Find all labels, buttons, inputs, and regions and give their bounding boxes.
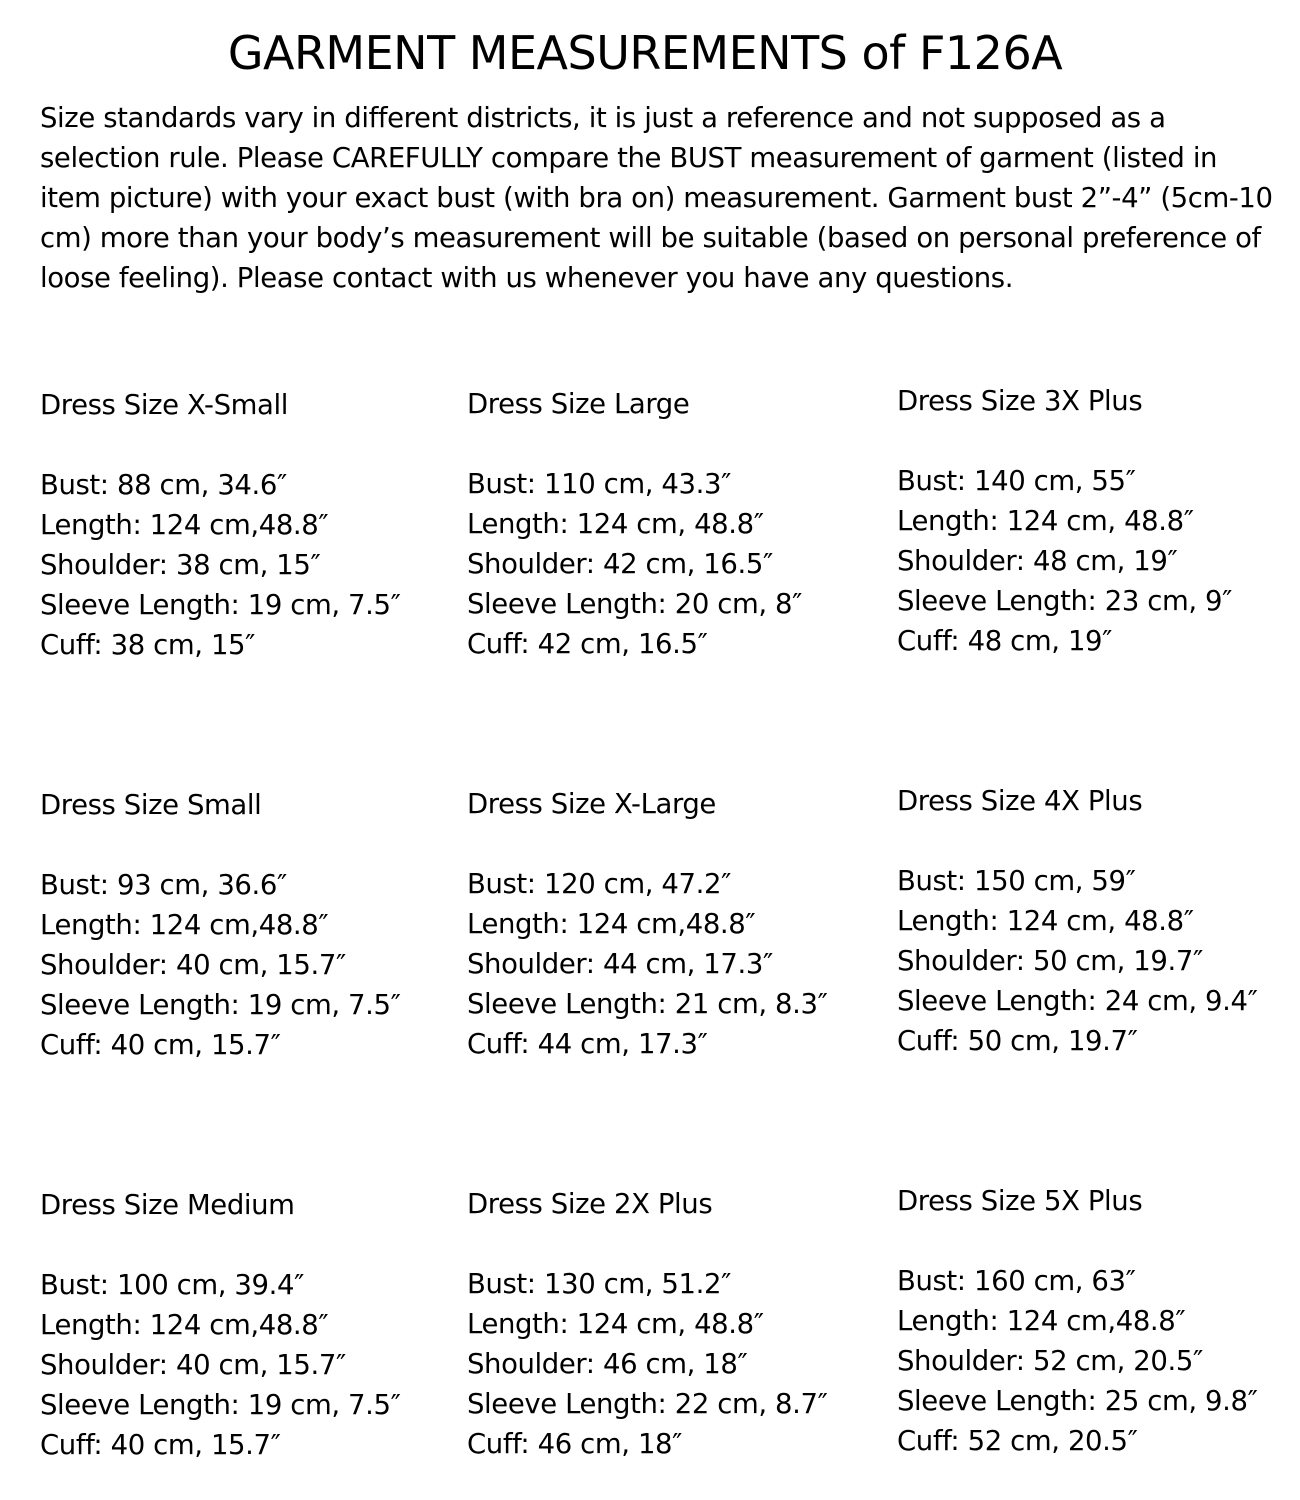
bust-row: Bust: 150 cm, 59″ — [897, 865, 1136, 897]
bust-row: Bust: 100 cm, 39.4″ — [40, 1269, 304, 1301]
size-heading: Dress Size X-Small — [40, 389, 288, 421]
shoulder-row: Shoulder: 42 cm, 16.5″ — [467, 548, 773, 580]
bust-row: Bust: 120 cm, 47.2″ — [467, 868, 731, 900]
shoulder-row: Shoulder: 48 cm, 19″ — [897, 545, 1178, 577]
intro-line: Size standards vary in different districts, it is just a reference and not supposed as a — [40, 102, 1166, 134]
size-heading: Dress Size X-Large — [467, 788, 716, 820]
length-row: Length: 124 cm, 48.8″ — [897, 905, 1194, 937]
length-row: Length: 124 cm,48.8″ — [40, 1309, 329, 1341]
bust-row: Bust: 93 cm, 36.6″ — [40, 869, 287, 901]
cuff-row: Cuff: 48 cm, 19″ — [897, 625, 1113, 657]
shoulder-row: Shoulder: 52 cm, 20.5″ — [897, 1345, 1203, 1377]
size-block-small — [40, 785, 460, 1065]
size-block-2x-plus — [467, 1184, 887, 1464]
size-block-3x-plus — [897, 381, 1300, 661]
sleeve-length-row: Sleeve Length: 23 cm, 9″ — [897, 585, 1233, 617]
sleeve-length-row: Sleeve Length: 21 cm, 8.3″ — [467, 988, 828, 1020]
size-block-5x-plus — [897, 1181, 1300, 1461]
size-heading: Dress Size 4X Plus — [897, 785, 1143, 817]
cuff-row: Cuff: 46 cm, 18″ — [467, 1428, 683, 1460]
bust-row: Bust: 110 cm, 43.3″ — [467, 468, 731, 500]
cuff-row: Cuff: 50 cm, 19.7″ — [897, 1025, 1138, 1057]
cuff-row: Cuff: 38 cm, 15″ — [40, 629, 256, 661]
size-block-medium — [40, 1185, 460, 1465]
size-heading: Dress Size Small — [40, 789, 262, 821]
length-row: Length: 124 cm, 48.8″ — [467, 508, 764, 540]
cuff-row: Cuff: 40 cm, 15.7″ — [40, 1029, 281, 1061]
shoulder-row: Shoulder: 50 cm, 19.7″ — [897, 945, 1203, 977]
intro-line: loose feeling). Please contact with us whenever you have any questions. — [40, 262, 1014, 294]
sleeve-length-row: Sleeve Length: 19 cm, 7.5″ — [40, 1389, 401, 1421]
size-heading: Dress Size 2X Plus — [467, 1188, 713, 1220]
bust-row: Bust: 160 cm, 63″ — [897, 1265, 1136, 1297]
length-row: Length: 124 cm,48.8″ — [40, 509, 329, 541]
size-heading: Dress Size 3X Plus — [897, 385, 1143, 417]
shoulder-row: Shoulder: 40 cm, 15.7″ — [40, 1349, 346, 1381]
length-row: Length: 124 cm,48.8″ — [897, 1305, 1186, 1337]
shoulder-row: Shoulder: 38 cm, 15″ — [40, 549, 321, 581]
shoulder-row: Shoulder: 44 cm, 17.3″ — [467, 948, 773, 980]
size-block-large — [467, 384, 887, 664]
sleeve-length-row: Sleeve Length: 19 cm, 7.5″ — [40, 989, 401, 1021]
intro-line: cm) more than your body’s measurement will be suitable (based on personal preference of — [40, 222, 1261, 254]
intro-line: selection rule. Please CAREFULLY compare the BUST measurement of garment (listed in — [40, 142, 1218, 174]
sleeve-length-row: Sleeve Length: 25 cm, 9.8″ — [897, 1385, 1258, 1417]
size-heading: Dress Size 5X Plus — [897, 1185, 1143, 1217]
size-block-4x-plus — [897, 781, 1300, 1061]
page-title: GARMENT MEASUREMENTS of F126A — [227, 26, 1063, 80]
sleeve-length-row: Sleeve Length: 19 cm, 7.5″ — [40, 589, 401, 621]
size-heading: Dress Size Large — [467, 388, 690, 420]
cuff-row: Cuff: 40 cm, 15.7″ — [40, 1429, 281, 1461]
bust-row: Bust: 140 cm, 55″ — [897, 465, 1136, 497]
sleeve-length-row: Sleeve Length: 20 cm, 8″ — [467, 588, 803, 620]
intro-paragraph — [40, 98, 1275, 298]
cuff-row: Cuff: 52 cm, 20.5″ — [897, 1425, 1138, 1457]
length-row: Length: 124 cm, 48.8″ — [897, 505, 1194, 537]
length-row: Length: 124 cm,48.8″ — [467, 908, 756, 940]
bust-row: Bust: 130 cm, 51.2″ — [467, 1268, 731, 1300]
size-heading: Dress Size Medium — [40, 1189, 295, 1221]
intro-line: item picture) with your exact bust (with bra on) measurement. Garment bust 2”-4” (5cm-10 — [40, 182, 1273, 214]
length-row: Length: 124 cm, 48.8″ — [467, 1308, 764, 1340]
size-block-x-large — [467, 784, 887, 1064]
length-row: Length: 124 cm,48.8″ — [40, 909, 329, 941]
shoulder-row: Shoulder: 40 cm, 15.7″ — [40, 949, 346, 981]
size-block-x-small — [40, 385, 460, 665]
sleeve-length-row: Sleeve Length: 24 cm, 9.4″ — [897, 985, 1258, 1017]
cuff-row: Cuff: 44 cm, 17.3″ — [467, 1028, 708, 1060]
cuff-row: Cuff: 42 cm, 16.5″ — [467, 628, 708, 660]
shoulder-row: Shoulder: 46 cm, 18″ — [467, 1348, 748, 1380]
bust-row: Bust: 88 cm, 34.6″ — [40, 469, 287, 501]
sleeve-length-row: Sleeve Length: 22 cm, 8.7″ — [467, 1388, 828, 1420]
